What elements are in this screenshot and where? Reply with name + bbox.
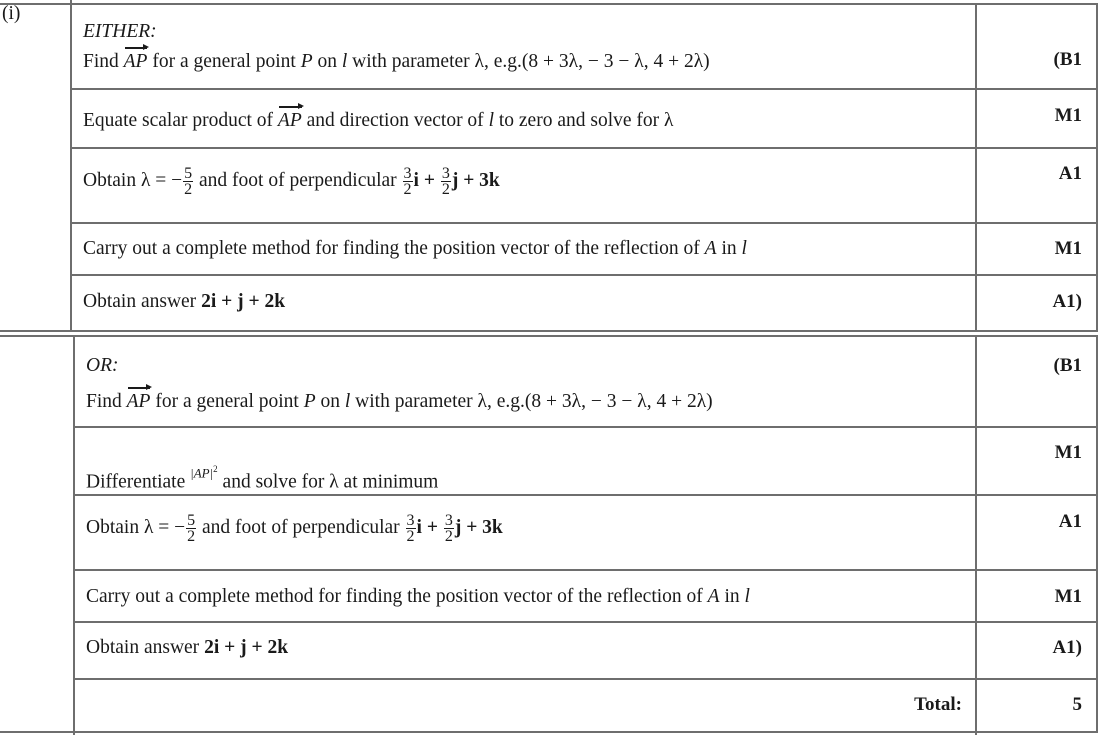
mark-a1-close: A1) [1052,291,1082,312]
divider [1096,3,1098,332]
divider [975,335,977,735]
part-label: (i) [2,3,21,24]
mark-m1: M1 [1054,238,1082,259]
either-row-4-text: Carry out a complete method for finding the position vector of the reflection of A in l [83,238,747,259]
answer: 2i + j + 2k [204,637,289,658]
fraction: $\frac{3}{2}$ [403,165,412,198]
divider [1096,335,1098,733]
mark-m1: M1 [1054,586,1082,607]
total-label: Total: [914,694,962,715]
divider [73,621,1097,623]
vector-ap: AP [277,110,302,131]
divider [73,335,75,735]
mark-b1: (B1 [1053,49,1082,70]
either-row-2-text: Equate scalar product of AP and direction vector of l to zero and solve for λ [83,110,674,131]
divider [73,678,1097,680]
or-heading: OR: [86,355,119,376]
divider [70,0,72,332]
or-row-4-text: Carry out a complete method for finding the position vector of the reflection of A in l [86,586,750,607]
or-row-2-text: Differentiate $|AP|^2$ and solve for λ at minimum [86,457,438,494]
divider [0,330,1097,332]
mark-a1: A1 [1058,163,1082,184]
divider [975,3,977,332]
divider [0,335,1097,337]
either-row-5-text: Obtain answer 2i + j + 2k [83,291,286,312]
divider [70,147,1097,149]
fraction: $\frac{5}{2}$ [187,512,196,545]
abs-ap-squared: $|AP|^2$ [190,464,218,481]
either-row-1-text: Find AP for a general point P on l with parameter λ, e.g.(8 + 3λ, − 3 − λ, 4 + 2λ) [83,51,710,72]
mark-a1: A1 [1058,511,1082,532]
answer: 2i + j + 2k [201,291,286,312]
or-row-1-text: Find AP for a general point P on l with parameter λ, e.g.(8 + 3λ, − 3 − λ, 4 + 2λ) [86,391,713,412]
vector-ap: AP [123,51,148,72]
either-heading: EITHER: [83,21,157,42]
fraction: $\frac{3}{2}$ [441,165,450,198]
total-value: 5 [1072,694,1082,715]
fraction: $\frac{3}{2}$ [406,512,415,545]
fraction: $\frac{5}{2}$ [184,165,193,198]
fraction: $\frac{3}{2}$ [444,512,453,545]
divider [70,88,1097,90]
either-row-3-text: Obtain λ = − $\frac{5}{2}$ and foot of perpendicular $\frac{3}{2}$ i + $\frac{3}{2}$ j + 3k [83,165,500,198]
divider [0,731,1097,733]
vector-ap: AP [126,391,151,412]
divider [70,222,1097,224]
divider [70,274,1097,276]
mark-b1: (B1 [1053,355,1082,376]
mark-m1: M1 [1054,442,1082,463]
or-row-5-text: Obtain answer 2i + j + 2k [86,637,289,658]
mark-m1: M1 [1054,105,1082,126]
divider [0,3,1097,5]
or-row-3-text: Obtain λ = − $\frac{5}{2}$ and foot of perpendicular $\frac{3}{2}$ i + $\frac{3}{2}$ j + 3k [86,512,503,545]
mark-a1-close: A1) [1052,637,1082,658]
divider [73,426,1097,428]
divider [73,569,1097,571]
